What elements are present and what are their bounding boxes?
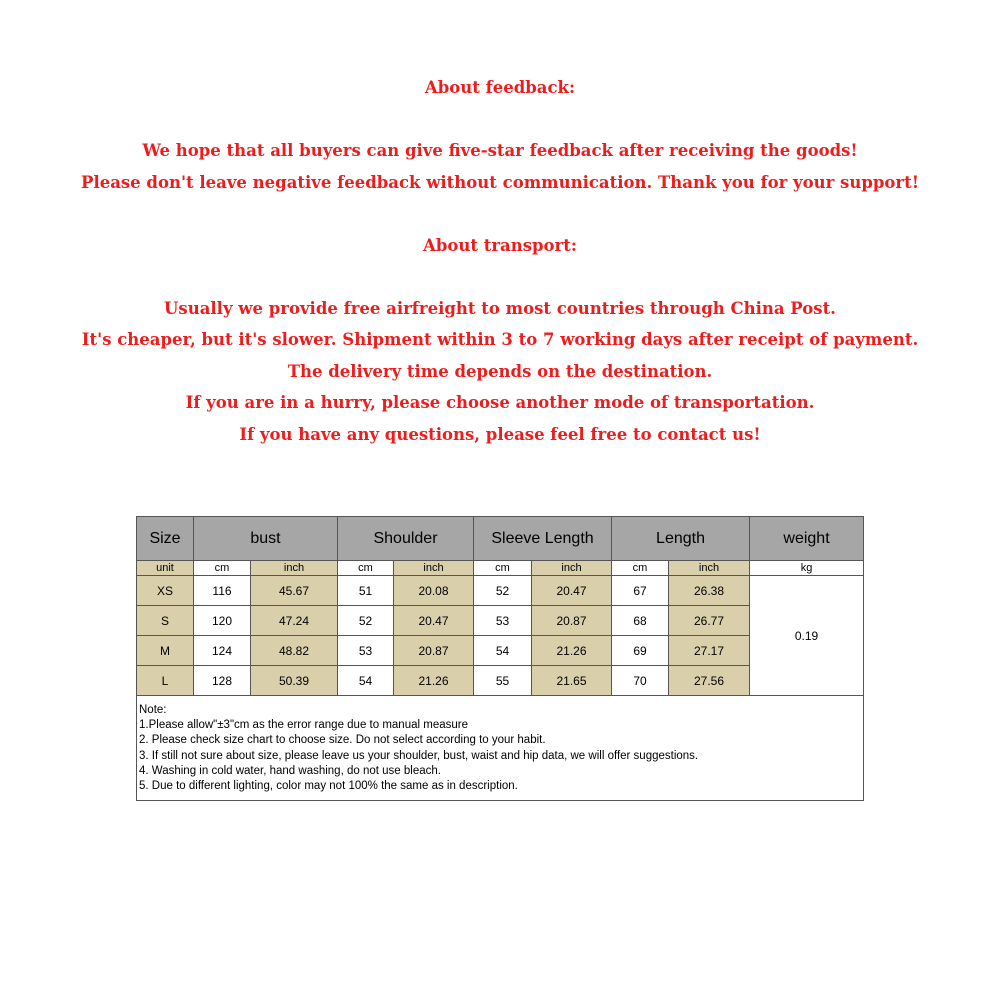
shoulder-inch-cell: 21.26 xyxy=(394,666,474,696)
header-row xyxy=(137,517,864,561)
length-cm-cell: 69 xyxy=(612,636,669,666)
header-weight: weight xyxy=(750,517,864,561)
shoulder-cm-cell: 54 xyxy=(338,666,394,696)
shoulder-inch-cell: 20.87 xyxy=(394,636,474,666)
sleeve-cm-cell: 52 xyxy=(474,576,532,606)
note-line: 1.Please allow"±3"cm as the error range due to manual measure xyxy=(139,719,468,732)
unit-cm: cm xyxy=(194,561,251,576)
size-cell: L xyxy=(137,666,194,696)
bust-cm-cell: 120 xyxy=(194,606,251,636)
unit-inch: inch xyxy=(669,561,750,576)
sleeve-cm-cell: 54 xyxy=(474,636,532,666)
length-cm-cell: 70 xyxy=(612,666,669,696)
sleeve-inch-cell: 20.47 xyxy=(532,576,612,606)
note-line: 4. Washing in cold water, hand washing, do not use bleach. xyxy=(139,764,441,777)
size-cell: XS xyxy=(137,576,194,606)
header-size: Size xyxy=(137,517,194,561)
feedback-heading: About feedback: xyxy=(424,78,576,97)
unit-row xyxy=(137,561,864,576)
note-line: 5. Due to different lighting, color may not 100% the same as in description. xyxy=(139,780,518,793)
sleeve-cm-cell: 53 xyxy=(474,606,532,636)
bust-inch-cell: 45.67 xyxy=(251,576,338,606)
unit-inch: inch xyxy=(394,561,474,576)
notes-row xyxy=(137,696,864,801)
header-shoulder: Shoulder xyxy=(338,517,474,561)
bust-inch-cell: 47.24 xyxy=(251,606,338,636)
unit-inch: inch xyxy=(251,561,338,576)
shoulder-cm-cell: 53 xyxy=(338,636,394,666)
unit-cm: cm xyxy=(612,561,669,576)
unit-cm: cm xyxy=(338,561,394,576)
length-inch-cell: 26.38 xyxy=(669,576,750,606)
bust-inch-cell: 48.82 xyxy=(251,636,338,666)
sleeve-cm-cell: 55 xyxy=(474,666,532,696)
transport-line: The delivery time depends on the destination. xyxy=(287,362,713,381)
notes-cell xyxy=(137,696,864,801)
bust-cm-cell: 128 xyxy=(194,666,251,696)
unit-label: unit xyxy=(137,561,194,576)
length-inch-cell: 27.56 xyxy=(669,666,750,696)
size-cell: S xyxy=(137,606,194,636)
sleeve-inch-cell: 21.65 xyxy=(532,666,612,696)
unit-kg: kg xyxy=(750,561,864,576)
note-line: Note: xyxy=(139,704,167,716)
size-chart-table xyxy=(136,516,864,801)
length-cm-cell: 67 xyxy=(612,576,669,606)
length-inch-cell: 27.17 xyxy=(669,636,750,666)
length-cm-cell: 68 xyxy=(612,606,669,636)
transport-line: It's cheaper, but it's slower. Shipment within 3 to 7 working days after receipt of payment. xyxy=(81,330,919,349)
size-cell: M xyxy=(137,636,194,666)
shoulder-inch-cell: 20.47 xyxy=(394,606,474,636)
bust-cm-cell: 116 xyxy=(194,576,251,606)
sleeve-inch-cell: 20.87 xyxy=(532,606,612,636)
transport-line: Usually we provide free airfreight to most countries through China Post. xyxy=(164,299,836,318)
length-inch-cell: 26.77 xyxy=(669,606,750,636)
header-bust: bust xyxy=(194,517,338,561)
weight-value-cell: 0.19 xyxy=(750,576,864,696)
shoulder-cm-cell: 52 xyxy=(338,606,394,636)
transport-heading: About transport: xyxy=(423,236,577,255)
note-line: 3. If still not sure about size, please leave us your shoulder, bust, waist and hip data, we will offer suggestions. xyxy=(139,749,699,762)
unit-cm: cm xyxy=(474,561,532,576)
transport-line: If you have any questions, please feel free to contact us! xyxy=(239,425,761,444)
feedback-line: Please don't leave negative feedback without communication. Thank you for your support! xyxy=(81,173,919,192)
transport-line: If you are in a hurry, please choose another mode of transportation. xyxy=(185,393,815,412)
shoulder-inch-cell: 20.08 xyxy=(394,576,474,606)
unit-inch: inch xyxy=(532,561,612,576)
feedback-line: We hope that all buyers can give five-star feedback after receiving the goods! xyxy=(142,141,858,160)
header-length: Length xyxy=(612,517,750,561)
bust-cm-cell: 124 xyxy=(194,636,251,666)
bust-inch-cell: 50.39 xyxy=(251,666,338,696)
sleeve-inch-cell: 21.26 xyxy=(532,636,612,666)
header-sleeve-length: Sleeve Length xyxy=(474,517,612,561)
table-row xyxy=(137,576,864,606)
shoulder-cm-cell: 51 xyxy=(338,576,394,606)
note-line: 2. Please check size chart to choose size. Do not select according to your habit. xyxy=(139,734,546,747)
